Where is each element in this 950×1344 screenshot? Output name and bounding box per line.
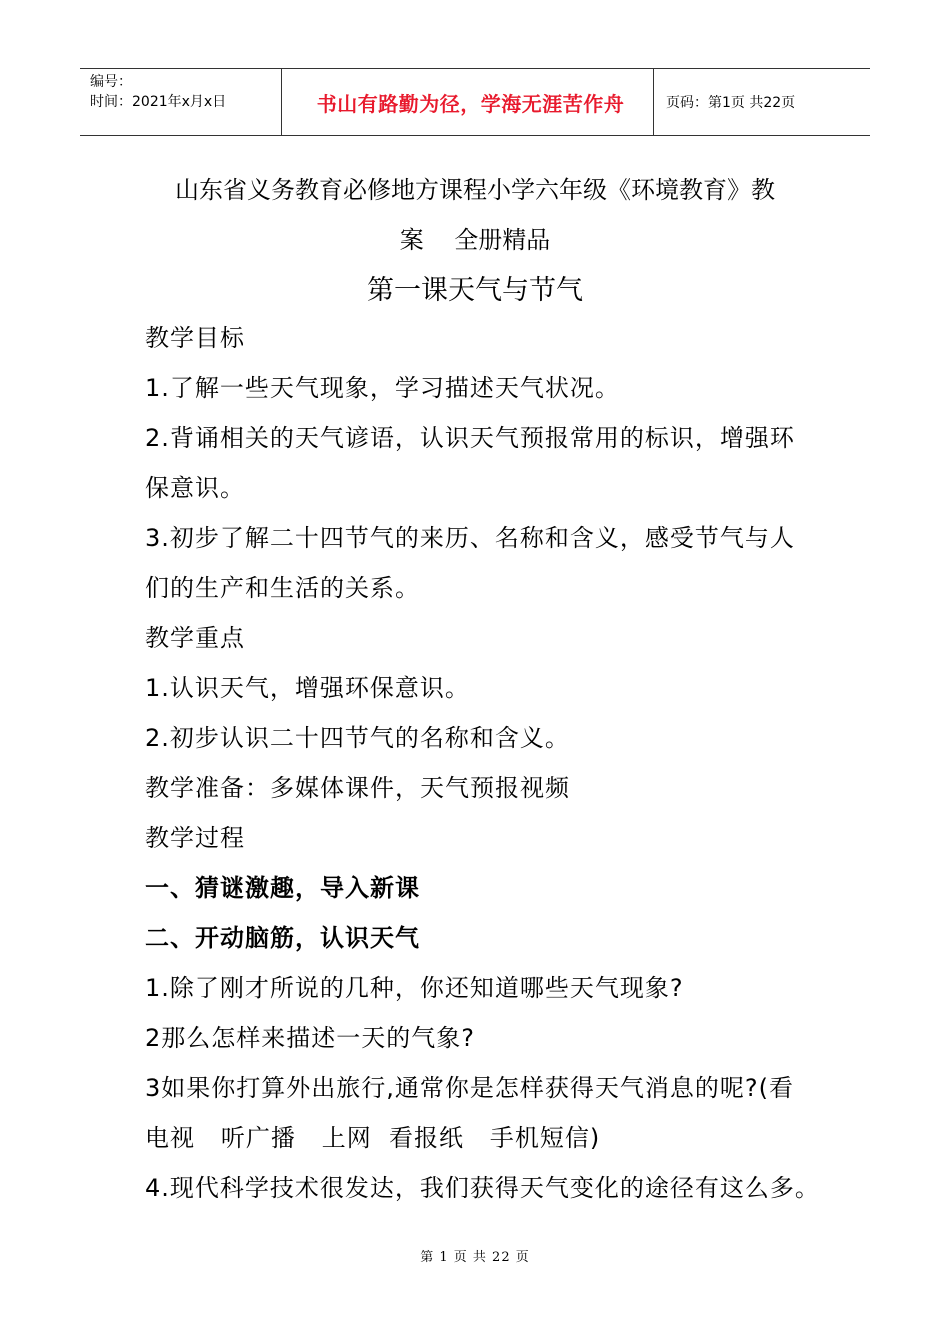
document-title-line-2: 案 全册精品 xyxy=(399,226,551,254)
document-date: 时间：2021年x月x日 xyxy=(90,94,227,110)
body-line: 1.了解一些天气现象，学习描述天气状况。 xyxy=(145,374,620,402)
body-line: 2.初步认识二十四节气的名称和含义。 xyxy=(145,724,570,752)
header-meta xyxy=(80,69,282,135)
body-line-preparation: 教学准备：多媒体课件，天气预报视频 xyxy=(145,774,570,802)
body-line: 2.背诵相关的天气谚语，认识天气预报常用的标识，增强环 xyxy=(145,424,795,452)
header-motto: 书山有路勤为径，学海无涯苦作舟 xyxy=(316,91,625,116)
body-line: 3如果你打算外出旅行,通常你是怎样获得天气消息的呢?(看 xyxy=(145,1074,794,1102)
page-header xyxy=(80,68,870,136)
body-line: 3.初步了解二十四节气的来历、名称和含义，感受节气与人 xyxy=(145,524,795,552)
body-line: 电视 听广播 上网 看报纸 手机短信) xyxy=(145,1124,601,1152)
header-motto-cell xyxy=(282,69,654,135)
page-footer: 第 1 页 共 22 页 xyxy=(420,1250,530,1265)
header-page-info: 页码：第1页 共22页 xyxy=(666,95,796,111)
document-title-line-1: 山东省义务教育必修地方课程小学六年级《环境教育》教 xyxy=(175,176,775,204)
body-line: 1.除了刚才所说的几种，你还知道哪些天气现象? xyxy=(145,974,684,1002)
body-line: 保意识。 xyxy=(145,474,245,502)
section-heading-objectives: 教学目标 xyxy=(145,324,245,352)
body-line: 4.现代科学技术很发达，我们获得天气变化的途径有这么多。 xyxy=(145,1174,820,1202)
section-heading-key-points: 教学重点 xyxy=(145,624,245,652)
section-heading-process: 教学过程 xyxy=(145,824,245,852)
document-number-label: 编号： xyxy=(90,74,132,90)
body-line: 们的生产和生活的关系。 xyxy=(145,574,420,602)
body-line: 1.认识天气，增强环保意识。 xyxy=(145,674,470,702)
lesson-title: 第一课天气与节气 xyxy=(367,275,583,306)
header-page-info-cell xyxy=(654,69,870,135)
step-heading-2: 二、开动脑筋，认识天气 xyxy=(145,924,420,952)
body-line: 2那么怎样来描述一天的气象? xyxy=(145,1024,476,1052)
step-heading-1: 一、猜谜激趣，导入新课 xyxy=(145,874,420,902)
